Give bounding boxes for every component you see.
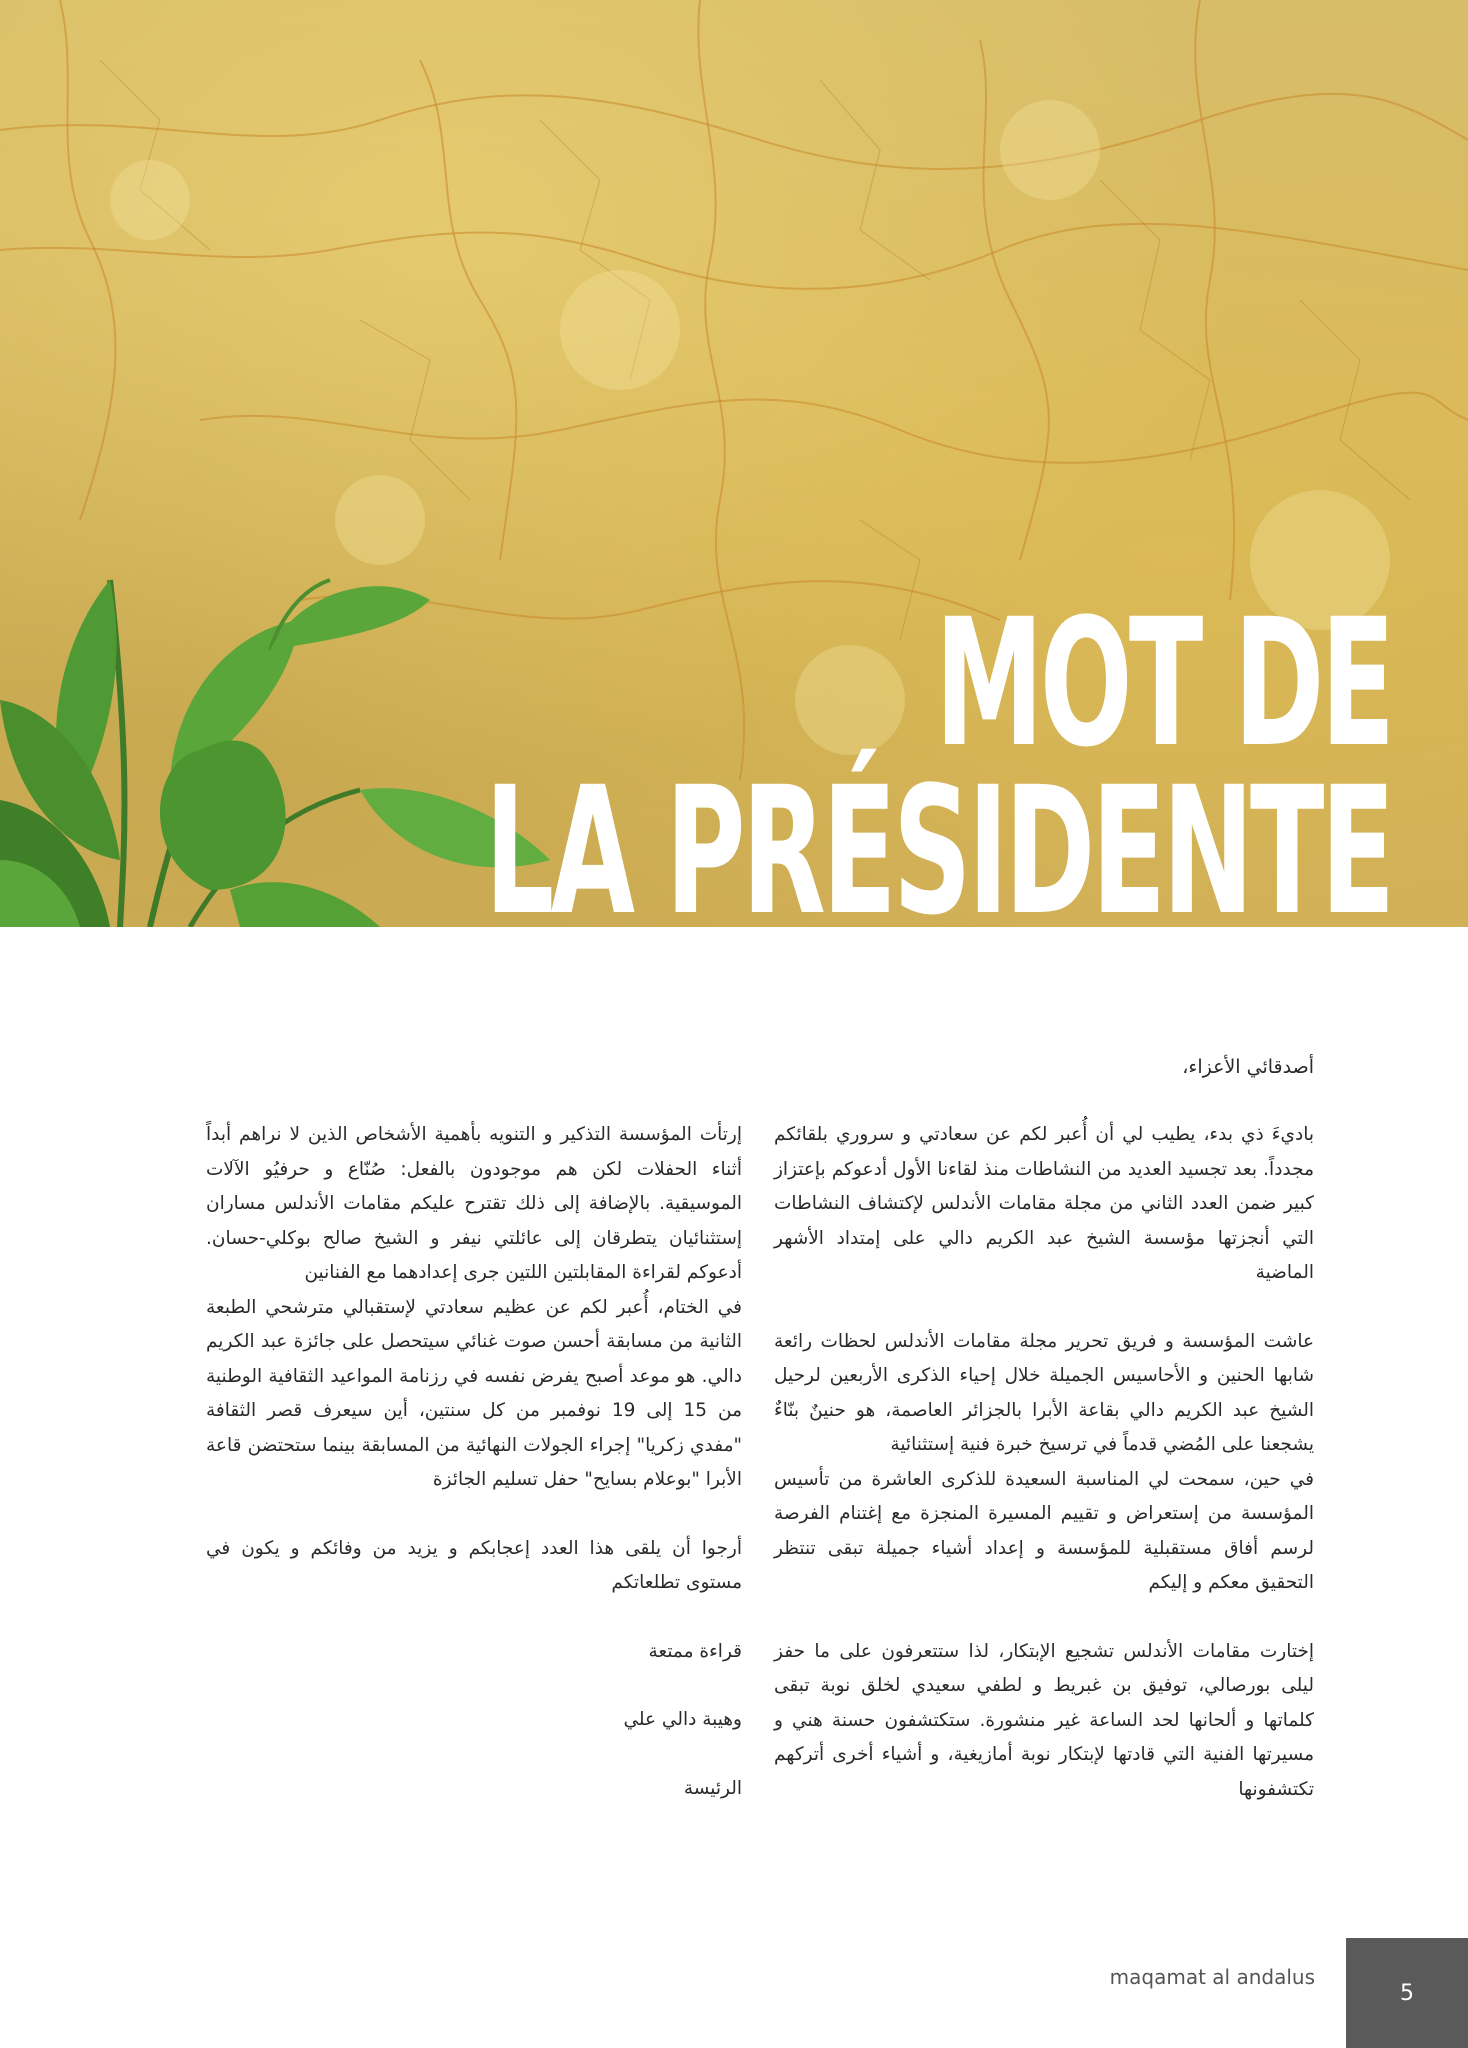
title-line-1: MOT DE (935, 581, 1392, 786)
page-number-box (1346, 1938, 1468, 2048)
page-title (0, 581, 1392, 927)
hero-image (0, 0, 1468, 927)
title-line-2: LA PRÉSIDENTE (485, 749, 1392, 927)
paragraph: إرتأت المؤسسة التذكير و التنويه بأهمية الأشخاص الذين لا نراهم أبداً أثناء الحفلات لكن هم موجودون بالفعل: صُنّاع و حرفيُو الآلات الموسيقية. بالإضافة إلى ذلك تقترح عليكم مقامات الأندلس مساران إستثنائيان يتطرقان إلى عائلتي نيفر و الشيخ صالح بوكلي-حسان. أدعوكم لقراءة المقابلتين اللتين جرى إعدادهما مع الفنانين (206, 1124, 742, 1283)
signature-title: الرئيسة (683, 1777, 742, 1799)
page-number: 5 (1400, 1980, 1414, 2006)
article-column-left (206, 1118, 742, 1840)
paragraph: في الختام، أُعبر لكم عن عظيم سعادتي لإستقبالي مترشحي الطبعة الثانية من مسابقة أحسن صوت غنائي سيتحصل على جائزة عبد الكريم دالي. هو موعد أصبح يفرض نفسه في رزنامة المواعيد الثقافية الوطنية من 15 إلى 19 نوفمبر من كل سنتين، أين سيعرف قصر الثقافة "مفدي زكريا" إجراء الجولات النهائية من المسابقة بينما ستحتضن قاعة الأبرا "بوعلام بسايح" حفل تسليم الجائزة (206, 1296, 743, 1490)
magazine-name: maqamat al andalus (1109, 1965, 1315, 1989)
salutation: أصدقائي الأعزاء، (1182, 1056, 1314, 1078)
paragraph: عاشت المؤسسة و فريق تحرير مجلة مقامات الأندلس لحظات رائعة شابها الحنين و الأحاسيس الجميلة خلال إحياء الذكرى الأربعين لرحيل الشيخ عبد الكريم دالي بقاعة الأبرا بالجزائر العاصمة، هو حنينٌ بنّاءٌ يشجعنا على المُضي قدماً في ترسيخ خبرة فنية إستثنائية (774, 1330, 1314, 1455)
paragraph: باديءَ ذي بدء، يطيب لي أن أُعبر لكم عن سعادتي و سروري بلقائكم مجدداً. بعد تجسيد العديد من النشاطات منذ لقاءنا الأول أدعوكم بإعتزاز كبير ضمن العدد الثاني من مجلة مقامات الأندلس لإكتشاف النشاطات التي أنجزتها مؤسسة الشيخ عبد الكريم دالي على إمتداد الأشهر الماضية (774, 1124, 1314, 1283)
signature-name: وهيبة دالي علي (623, 1709, 742, 1730)
paragraph: في حين، سمحت لي المناسبة السعيدة للذكرى العاشرة من تأسيس المؤسسة من إستعراض و تقييم المسيرة المنجزة مع إغتنام الفرصة لرسم أفاق مستقبلية للمؤسسة و إعداد أشياء جميلة تبقى تنتظر التحقيق معكم و إليكم (774, 1468, 1314, 1593)
article-column-right (774, 1118, 1314, 1841)
paragraph: إختارت مقامات الأندلس تشجيع الإبتكار، لذا ستتعرفون على ما حفز ليلى بورصالي، توفيق بن غبريط و لطفي سعيدي لخلق نوبة تبقى كلماتها و ألحانها لحد الساعة غير منشورة. ستكتشفون حسنة هني و مسيرتها الفنية التي قادتها لإبتكار نوبة أمازيغية، و أشياء أخرى أتركهم تكتشفونها (774, 1640, 1314, 1800)
paragraph: أرجوا أن يلقى هذا العدد إعجابكم و يزيد من وفائكم و يكون في مستوى تطلعاتكم (206, 1537, 742, 1593)
closing: قراءة ممتعة (648, 1640, 742, 1662)
